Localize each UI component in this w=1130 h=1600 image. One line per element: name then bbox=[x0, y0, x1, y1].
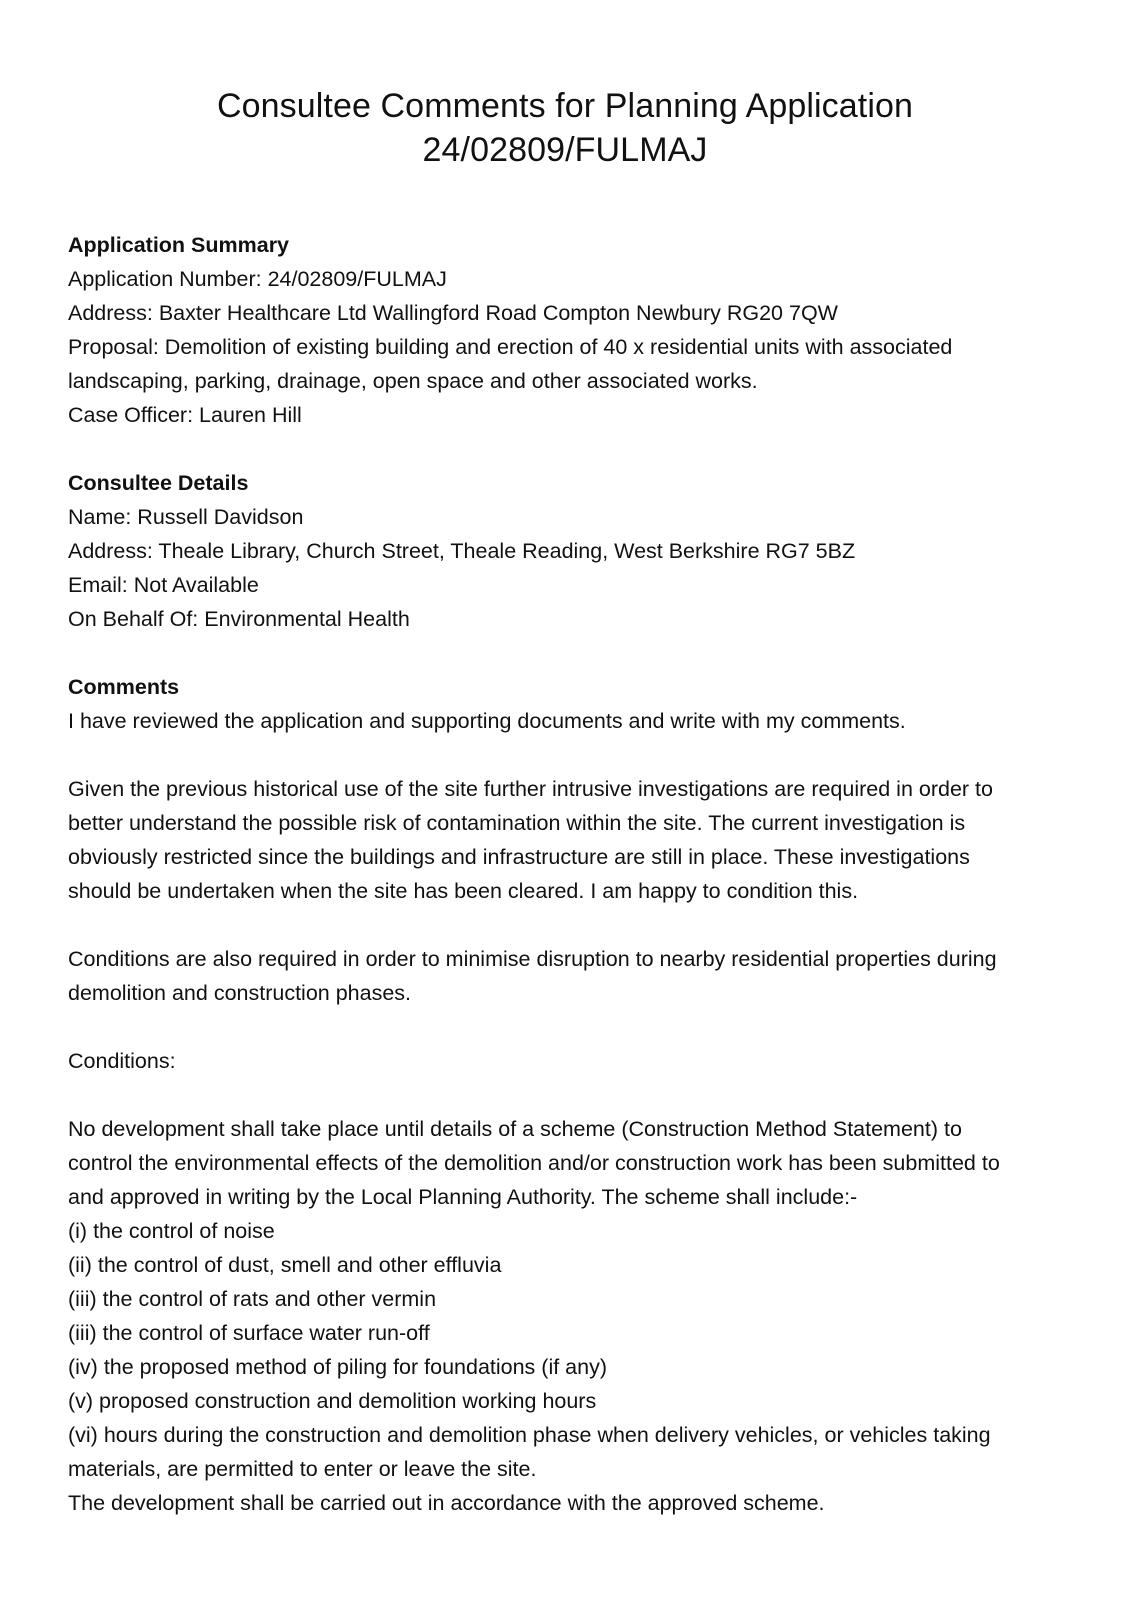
conditions-label: Conditions: bbox=[68, 1049, 176, 1073]
condition-item: (iv) the proposed method of piling for foundations (if any) bbox=[68, 1355, 607, 1379]
application-address: Address: Baxter Healthcare Ltd Wallingford Road Compton Newbury RG20 7QW bbox=[68, 301, 838, 325]
condition-line: No development shall take place until details of a scheme (Construction Method Statement) to bbox=[68, 1117, 962, 1141]
consultee-email: Email: Not Available bbox=[68, 573, 259, 597]
paragraph-line: better understand the possible risk of contamination within the site. The current investigation is bbox=[68, 811, 966, 835]
consultee-on-behalf-of: On Behalf Of: Environmental Health bbox=[68, 607, 410, 631]
paragraph-line: Given the previous historical use of the site further intrusive investigations are required in order to bbox=[68, 777, 993, 801]
proposal-line: landscaping, parking, drainage, open space and other associated works. bbox=[68, 369, 758, 393]
condition-item: (iii) the control of rats and other vermin bbox=[68, 1287, 437, 1311]
spacer bbox=[68, 432, 1062, 466]
comments-heading: Comments bbox=[68, 675, 180, 699]
spacer bbox=[68, 1010, 1062, 1044]
condition-line: control the environmental effects of the demolition and/or construction work has been submitted to bbox=[68, 1151, 1000, 1175]
consultee-details-heading: Consultee Details bbox=[68, 471, 249, 495]
conditions-list bbox=[68, 1112, 1062, 1520]
paragraph-line: Conditions are also required in order to minimise disruption to nearby residential properties during bbox=[68, 947, 997, 971]
spacer bbox=[68, 908, 1062, 942]
condition-line: and approved in writing by the Local Planning Authority. The scheme shall include:- bbox=[68, 1185, 858, 1209]
spacer bbox=[68, 1078, 1062, 1112]
title-line: 24/02809/FULMAJ bbox=[422, 131, 708, 169]
comments-paragraph bbox=[68, 772, 1062, 908]
condition-item: (i) the control of noise bbox=[68, 1219, 275, 1243]
application-summary-heading: Application Summary bbox=[68, 233, 290, 257]
comments-paragraph bbox=[68, 942, 1062, 1010]
consultee-name: Name: Russell Davidson bbox=[68, 505, 304, 529]
page-title bbox=[68, 0, 1062, 172]
application-summary-section bbox=[68, 228, 1062, 432]
consultee-address: Address: Theale Library, Church Street, Theale Reading, West Berkshire RG7 5BZ bbox=[68, 539, 856, 563]
spacer bbox=[68, 738, 1062, 772]
paragraph-line: should be undertaken when the site has been cleared. I am happy to condition this. bbox=[68, 879, 859, 903]
condition-item: (vi) hours during the construction and demolition phase when delivery vehicles, or vehicles taking bbox=[68, 1423, 991, 1447]
condition-closing: The development shall be carried out in accordance with the approved scheme. bbox=[68, 1491, 825, 1515]
comments-section bbox=[68, 670, 1062, 1520]
paragraph-line: obviously restricted since the buildings and infrastructure are still in place. These investigations bbox=[68, 845, 970, 869]
proposal-line: Proposal: Demolition of existing building and erection of 40 x residential units with associated bbox=[68, 335, 953, 359]
title-line: Consultee Comments for Planning Application bbox=[216, 87, 914, 125]
condition-item: (ii) the control of dust, smell and other effluvia bbox=[68, 1253, 502, 1277]
spacer bbox=[68, 636, 1062, 670]
consultee-details-section bbox=[68, 466, 1062, 636]
condition-item: (iii) the control of surface water run-off bbox=[68, 1321, 430, 1345]
condition-item: materials, are permitted to enter or leave the site. bbox=[68, 1457, 537, 1481]
case-officer: Case Officer: Lauren Hill bbox=[68, 403, 302, 427]
paragraph-line: demolition and construction phases. bbox=[68, 981, 412, 1005]
application-number: Application Number: 24/02809/FULMAJ bbox=[68, 267, 447, 291]
comments-intro: I have reviewed the application and supporting documents and write with my comments. bbox=[68, 709, 906, 733]
condition-item: (v) proposed construction and demolition working hours bbox=[68, 1389, 597, 1413]
